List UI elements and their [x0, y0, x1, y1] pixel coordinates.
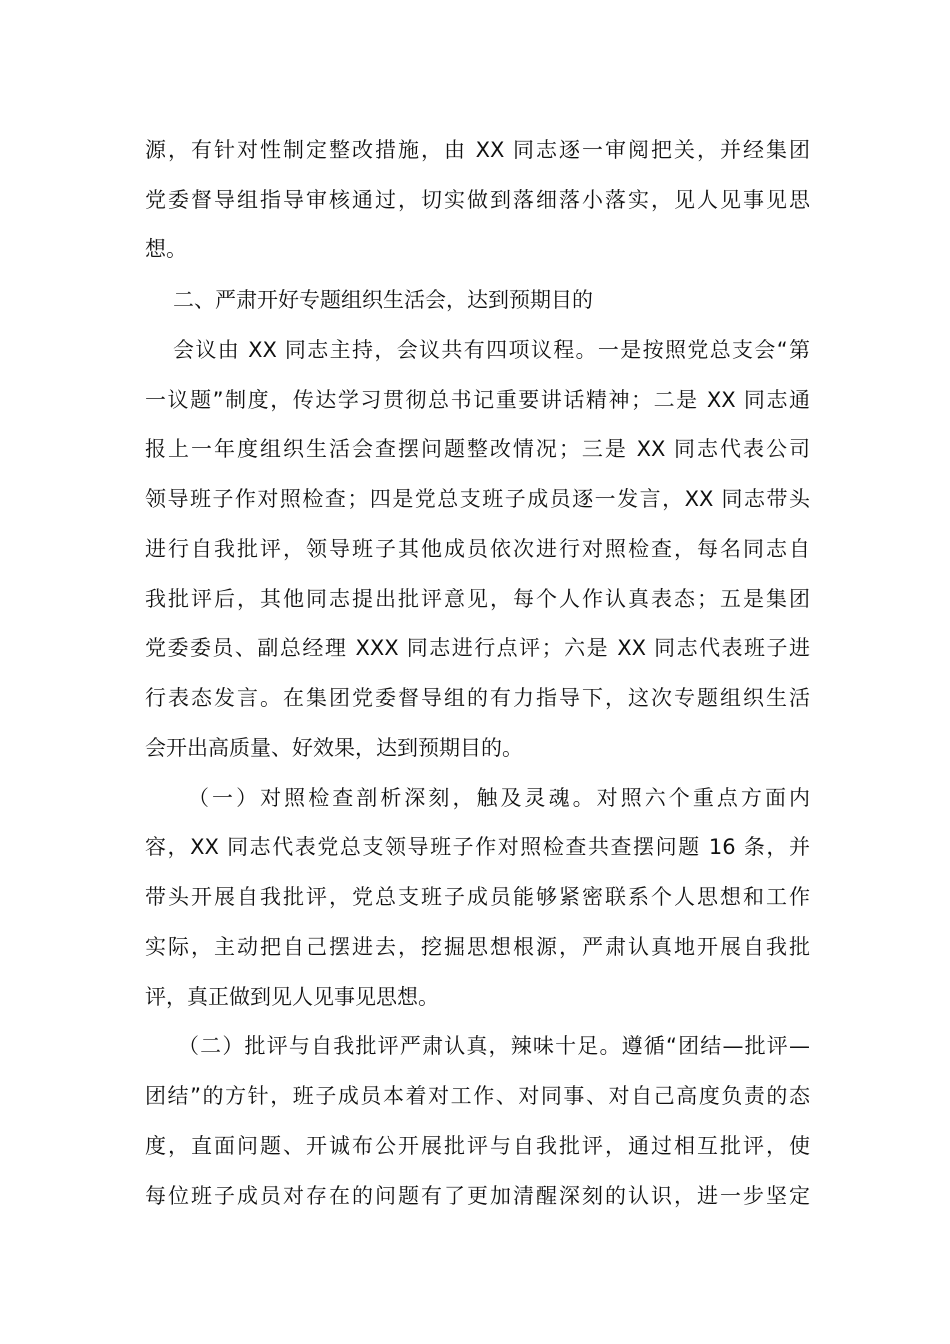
subsection-paragraph-start: （一）对照检查剖析深刻，触及灵魂。对照六个重点方面内 — [188, 786, 810, 810]
body-text-line: 进行自我批评，领导班子其他成员依次进行对照检查，每名同志自 — [145, 537, 810, 561]
body-text-line: 领导班子作对照检查；四是党总支班子成员逐一发言，XX 同志带头 — [145, 487, 810, 511]
body-text-line: 度，直面问题、开诚布公开展批评与自我批评，通过相互批评，使 — [145, 1134, 810, 1158]
body-text-line: 报上一年度组织生活会查摆问题整改情况；三是 XX 同志代表公司 — [145, 437, 810, 461]
body-text-line: 想。 — [145, 237, 187, 261]
section-heading: 二、严肃开好专题组织生活会，达到预期目的 — [173, 288, 593, 312]
body-text-line: 会开出高质量、好效果，达到预期目的。 — [145, 736, 523, 760]
body-text-line: 我批评后，其他同志提出批评意见，每个人作认真表态；五是集团 — [145, 587, 810, 611]
body-text-line: 党委督导组指导审核通过，切实做到落细落小落实，见人见事见思 — [145, 188, 810, 212]
body-text-line: 党委委员、副总经理 XXX 同志进行点评；六是 XX 同志代表班子进 — [145, 636, 810, 660]
body-text-line: 实际，主动把自己摆进去，挖掘思想根源，严肃认真地开展自我批 — [145, 935, 810, 959]
body-text-line: 容，XX 同志代表党总支领导班子作对照检查共查摆问题 16 条，并 — [145, 835, 810, 859]
body-text-line: 带头开展自我批评，党总支班子成员能够紧密联系个人思想和工作 — [145, 885, 810, 909]
body-text-line: 评，真正做到见人见事见思想。 — [145, 985, 439, 1009]
body-text-line: 一议题”制度，传达学习贯彻总书记重要讲话精神；二是 XX 同志通 — [145, 388, 810, 412]
body-text-line: 会议由 XX 同志主持，会议共有四项议程。一是按照党总支会“第 — [173, 338, 811, 362]
body-text-line: 每位班子成员对存在的问题有了更加清醒深刻的认识，进一步坚定 — [145, 1184, 810, 1208]
subsection-paragraph-start: （二）批评与自我批评严肃认真，辣味十足。遵循“团结—批评— — [178, 1034, 810, 1058]
body-text-line: 行表态发言。在集团党委督导组的有力指导下，这次专题组织生活 — [145, 686, 810, 710]
body-text-line: 团结”的方针，班子成员本着对工作、对同事、对自己高度负责的态 — [145, 1084, 810, 1108]
body-text-line: 源，有针对性制定整改措施，由 XX 同志逐一审阅把关，并经集团 — [145, 138, 810, 162]
